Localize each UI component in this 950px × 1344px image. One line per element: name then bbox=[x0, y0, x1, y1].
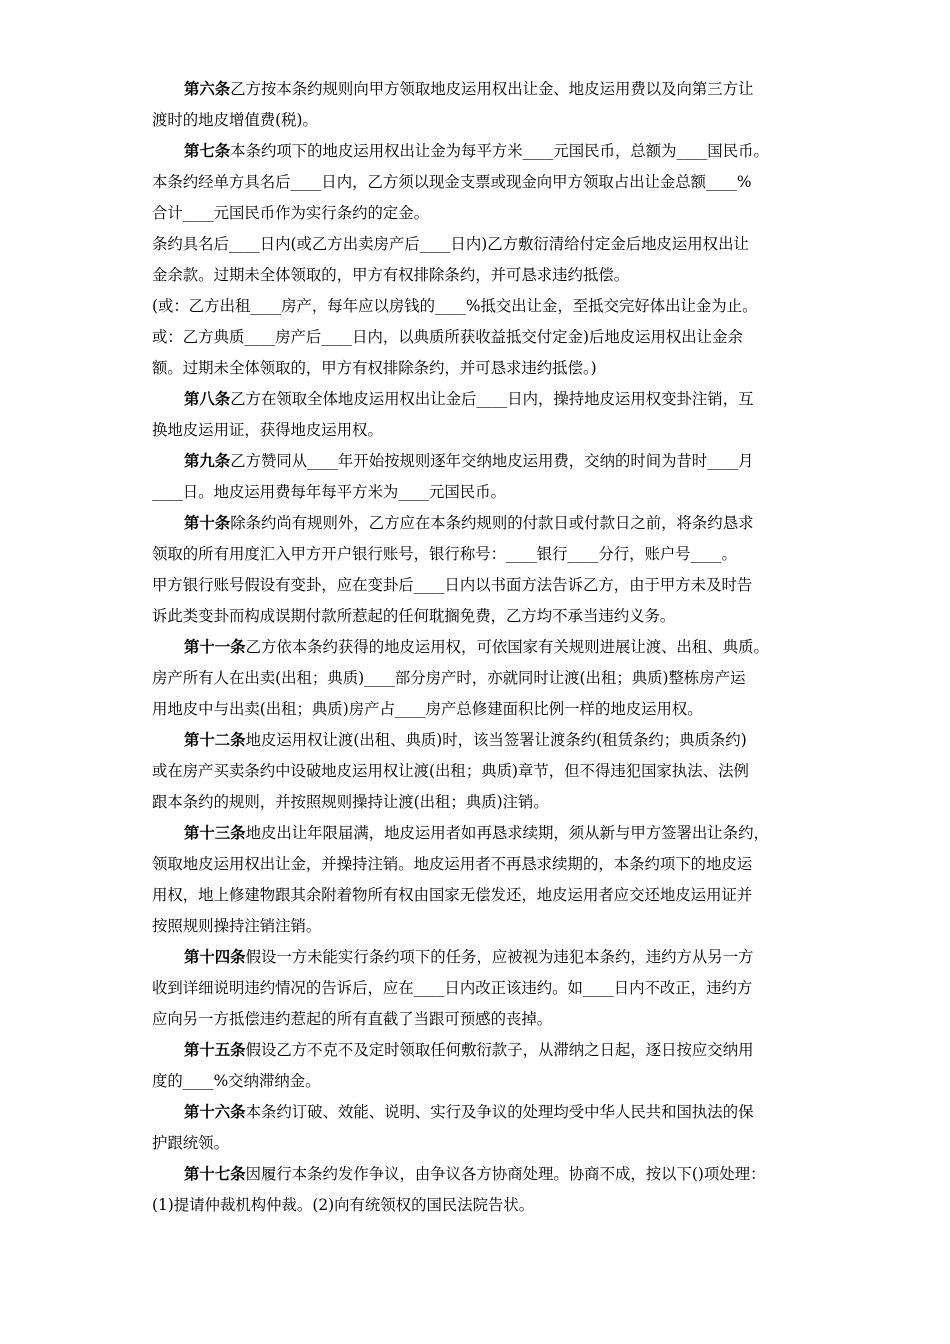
article-6 bbox=[152, 74, 816, 136]
article-heading: 第十二条 bbox=[184, 731, 246, 749]
article-7-alternative bbox=[152, 291, 816, 384]
article-10 bbox=[152, 508, 816, 570]
article-heading: 第十四条 bbox=[184, 948, 246, 966]
text-line: 本条约项下的地皮运用权出让金为每平方米____元国民币，总额为____国民币。 bbox=[230, 142, 769, 160]
text-line: 乙方在领取全体地皮运用权出让金后____日内，操持地皮运用权变卦注销，互 bbox=[230, 390, 754, 408]
text-line: 假设乙方不克不及定时领取任何敷衍款子，从滞纳之日起，逐日按应交纳用 bbox=[245, 1041, 754, 1059]
article-heading: 第十条 bbox=[184, 514, 231, 532]
text-line: 换地皮运用证，获得地皮运用权。 bbox=[152, 421, 383, 439]
article-14 bbox=[152, 942, 816, 1035]
text-line: 除条约尚有规则外，乙方应在本条约规则的付款日或付款日之前，将条约恳求 bbox=[230, 514, 754, 532]
text-line: 领取的所有用度汇入甲方开户银行账号，银行称号：____银行____分行，账户号____。 bbox=[152, 545, 737, 563]
article-12 bbox=[152, 725, 816, 818]
text-line: 用地皮中与出卖(出租；典质)房产占____房产总修建面积比例一样的地皮运用权。 bbox=[152, 700, 703, 718]
text-line: 收到详细说明违约情况的告诉后，应在____日内改正该违约。如____日内不改正，违约方 bbox=[152, 979, 753, 997]
text-line: 乙方依本条约获得的地皮运用权，可依国家有关规则进展让渡、出租、典质。 bbox=[245, 638, 769, 656]
article-heading: 第十七条 bbox=[184, 1165, 246, 1183]
article-10-continued bbox=[152, 570, 816, 632]
text-line: 或：乙方典质____房产后____日内，以典质所获收益抵交付定金)后地皮运用权出让金余 bbox=[152, 328, 743, 346]
text-line: 渡时的地皮增值费(税)。 bbox=[152, 111, 318, 129]
text-line: 本条约订破、效能、说明、实行及争议的处理均受中华人民共和国执法的保 bbox=[245, 1103, 754, 1121]
article-heading: 第十六条 bbox=[184, 1103, 246, 1121]
text-line: 诉此类变卦而构成误期付款所惹起的任何耽搁免费，乙方均不承当违约义务。 bbox=[152, 607, 676, 625]
text-line: 合计____元国民币作为实行条约的定金。 bbox=[152, 204, 430, 222]
text-line: 本条约经单方具名后____日内，乙方须以现金支票或现金向甲方领取占出让金总额____% bbox=[152, 173, 752, 191]
text-line: 应向另一方抵偿违约惹起的所有直截了当跟可预感的丧掉。 bbox=[152, 1010, 553, 1028]
text-line: 用权，地上修建物跟其余附着物所有权由国家无偿发还，地皮运用者应交还地皮运用证并 bbox=[152, 886, 753, 904]
text-line: 度的____%交纳滞纳金。 bbox=[152, 1072, 321, 1090]
article-heading: 第七条 bbox=[184, 142, 231, 160]
text-line: 或在房产买卖条约中设破地皮运用权让渡(出租；典质)章节，但不得违犯国家执法、法例 bbox=[152, 762, 749, 780]
text-line: 跟本条约的规则，并按照规则操持让渡(出租；典质)注销。 bbox=[152, 793, 549, 811]
document-page bbox=[152, 74, 816, 1221]
article-heading: 第十一条 bbox=[184, 638, 246, 656]
article-heading: 第十三条 bbox=[184, 824, 246, 842]
article-heading: 第十五条 bbox=[184, 1041, 246, 1059]
text-line: 额。过期未全体领取的，甲方有权排除条约，并可恳求违约抵偿。) bbox=[152, 359, 597, 377]
text-line: 乙方按本条约规则向甲方领取地皮运用权出让金、地皮运用费以及向第三方让 bbox=[230, 80, 754, 98]
article-7 bbox=[152, 136, 816, 229]
article-13 bbox=[152, 818, 816, 942]
article-heading: 第六条 bbox=[184, 80, 231, 98]
article-heading: 第九条 bbox=[184, 452, 231, 470]
text-line: 因履行本条约发作争议，由争议各方协商处理。协商不成，按以下()项处理： bbox=[245, 1165, 766, 1183]
article-heading: 第八条 bbox=[184, 390, 231, 408]
text-line: 假设一方未能实行条约项下的任务，应被视为违犯本条约，违约方从另一方 bbox=[245, 948, 754, 966]
text-line: 地皮运用权让渡(出租、典质)时，该当签署让渡条约(租赁条约；典质条约) bbox=[245, 731, 747, 749]
text-line: 甲方银行账号假设有变卦，应在变卦后____日内以书面方法告诉乙方，由于甲方未及时告 bbox=[152, 576, 753, 594]
article-11 bbox=[152, 632, 816, 725]
text-line: 护跟统领。 bbox=[152, 1134, 229, 1152]
text-line: ____日。地皮运用费每年每平方米为____元国民币。 bbox=[152, 483, 506, 501]
text-line: 金余款。过期未全体领取的，甲方有权排除条约，并可恳求违约抵偿。 bbox=[152, 266, 630, 284]
text-line: 房产所有人在出卖(出租；典质)____部分房产时，亦就同时让渡(出租；典质)整栋房产运 bbox=[152, 669, 746, 687]
text-line: 领取地皮运用权出让金，并操持注销。地皮运用者不再恳求续期的，本条约项下的地皮运 bbox=[152, 855, 753, 873]
text-line: 地皮出让年限届满，地皮运用者如再恳求续期，须从新与甲方签署出让条约， bbox=[245, 824, 769, 842]
text-line: 按照规则操持注销注销。 bbox=[152, 917, 322, 935]
article-9 bbox=[152, 446, 816, 508]
article-8 bbox=[152, 384, 816, 446]
article-17 bbox=[152, 1159, 816, 1221]
text-line: (1)提请仲裁机构仲裁。(2)向有统领权的国民法院告状。 bbox=[152, 1196, 535, 1214]
text-line: (或：乙方出租____房产，每年应以房钱的____%抵交出让金，至抵交完好体出让金为止。 bbox=[152, 297, 758, 315]
text-line: 条约具名后____日内(或乙方出卖房产后____日内)乙方敷衍清给付定金后地皮运用权出让 bbox=[152, 235, 749, 253]
article-15 bbox=[152, 1035, 816, 1097]
text-line: 乙方赞同从____年开始按规则逐年交纳地皮运用费，交纳的时间为昔时____月 bbox=[230, 452, 754, 470]
article-7-continued bbox=[152, 229, 816, 291]
article-16 bbox=[152, 1097, 816, 1159]
